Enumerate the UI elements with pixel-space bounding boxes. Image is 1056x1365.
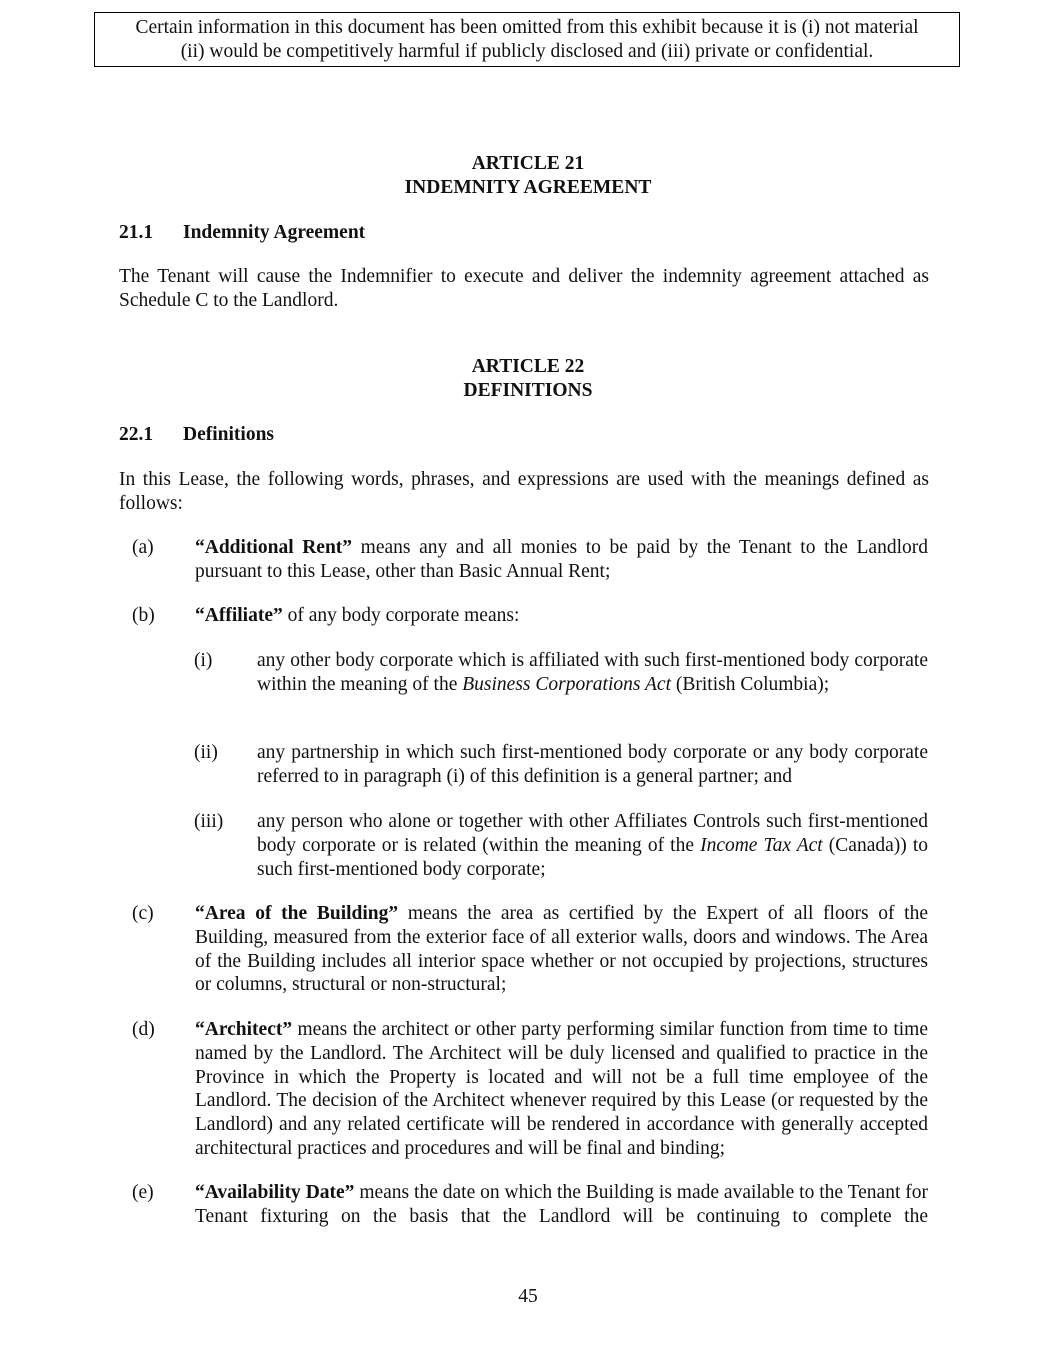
- definition-b-text: of any body corporate means:: [282, 605, 520, 626]
- redaction-notice-line-2: (ii) would be competitively harmful if publicly disclosed and (iii) private or confidential.: [180, 41, 874, 62]
- definition-a-text: means any and all monies to be paid by the Tenant to the Landlord pursuant to this Lease, other than Basic Annual Rent;: [195, 537, 928, 582]
- definition-d-label: (d): [132, 1019, 155, 1040]
- definition-b: [195, 604, 928, 628]
- definition-b-i-text-before: any other body corporate which is affiliated with such first-mentioned body corporate within the meaning of the: [257, 650, 928, 695]
- definition-a: [195, 536, 928, 584]
- definition-e-text: means the date on which the Building is made available to the Tenant for Tenant fixturing on the basis that the Landlord will be continuing to complete the: [195, 1182, 928, 1227]
- section-21-1-title: Indemnity Agreement: [183, 222, 366, 243]
- definition-e-label: (e): [132, 1182, 154, 1203]
- article-22-title: DEFINITIONS: [463, 380, 593, 401]
- section-22-1-title: Definitions: [183, 424, 275, 445]
- redaction-notice-line-1: Certain information in this document has been omitted from this exhibit because it is (i) not material: [135, 17, 919, 38]
- definition-b-label: (b): [132, 605, 155, 626]
- definition-c-label: (c): [132, 903, 154, 924]
- definition-c-term: “Area of the Building”: [195, 903, 399, 924]
- definition-e: [195, 1181, 928, 1229]
- definition-b-ii-text: any partnership in which such first-mentioned body corporate or any body corporate referred to in paragraph (i) of this definition is a general partner; and: [257, 742, 928, 787]
- redaction-notice: [94, 12, 960, 67]
- definition-b-iii-label: (iii): [194, 811, 224, 832]
- definition-a-term: “Additional Rent”: [195, 537, 353, 558]
- definition-b-iii-text-after: (Canada)) to such first-mentioned body corporate;: [257, 834, 928, 880]
- definition-b-i: [257, 649, 928, 697]
- definition-c: [195, 902, 928, 997]
- definition-a-label: (a): [132, 537, 154, 558]
- article-22-heading: ARTICLE 22: [471, 356, 585, 377]
- definition-d-term: “Architect”: [195, 1019, 293, 1040]
- definition-b-iii: [257, 810, 928, 881]
- article-21-heading: ARTICLE 21: [471, 153, 585, 174]
- definition-b-iii-text-before: any person who alone or together with other Affiliates Controls such first-mentioned body corporate or is related (within the meaning of the: [257, 811, 928, 856]
- section-22-1-number: 22.1: [119, 424, 154, 445]
- definition-e-term: “Availability Date”: [195, 1182, 355, 1203]
- section-21-1-number: 21.1: [119, 222, 154, 243]
- definition-b-i-text-after: (British Columbia);: [671, 673, 830, 695]
- section-21-1-text: The Tenant will cause the Indemnifier to execute and deliver the indemnity agreement attached as Schedule C to the Landlord.: [119, 266, 929, 311]
- article-21-title: INDEMNITY AGREEMENT: [404, 177, 652, 198]
- definition-b-iii-act-name: Income Tax Act: [700, 834, 823, 856]
- definition-c-text: means the area as certified by the Expert of all floors of the Building, measured from the exterior face of all exterior walls, doors and windows. The Area of the Building includes all interior space whether or not occupied by projections, structures or columns, structural or non-structural;: [195, 903, 928, 996]
- definition-b-term: “Affiliate”: [195, 605, 283, 626]
- definition-d-text: means the architect or other party performing similar function from time to time named by the Landlord. The Architect will be duly licensed and qualified to practice in the Province in which the Property is located and will not be a full time employee of the Landlord. The decision of the Architect whenever required by this Lease (or requested by the Landlord) and any related certificate will be rendered in accordance with generally accepted architectural practices and procedures and will be final and binding;: [195, 1019, 928, 1159]
- page-number: 45: [518, 1286, 538, 1307]
- definition-b-i-label: (i): [194, 650, 213, 671]
- definition-d: [195, 1018, 928, 1161]
- definition-b-i-act-name: Business Corporations Act: [462, 673, 671, 695]
- section-22-1-intro: In this Lease, the following words, phrases, and expressions are used with the meanings defined as follows:: [119, 469, 929, 514]
- definition-b-ii-label: (ii): [194, 742, 218, 763]
